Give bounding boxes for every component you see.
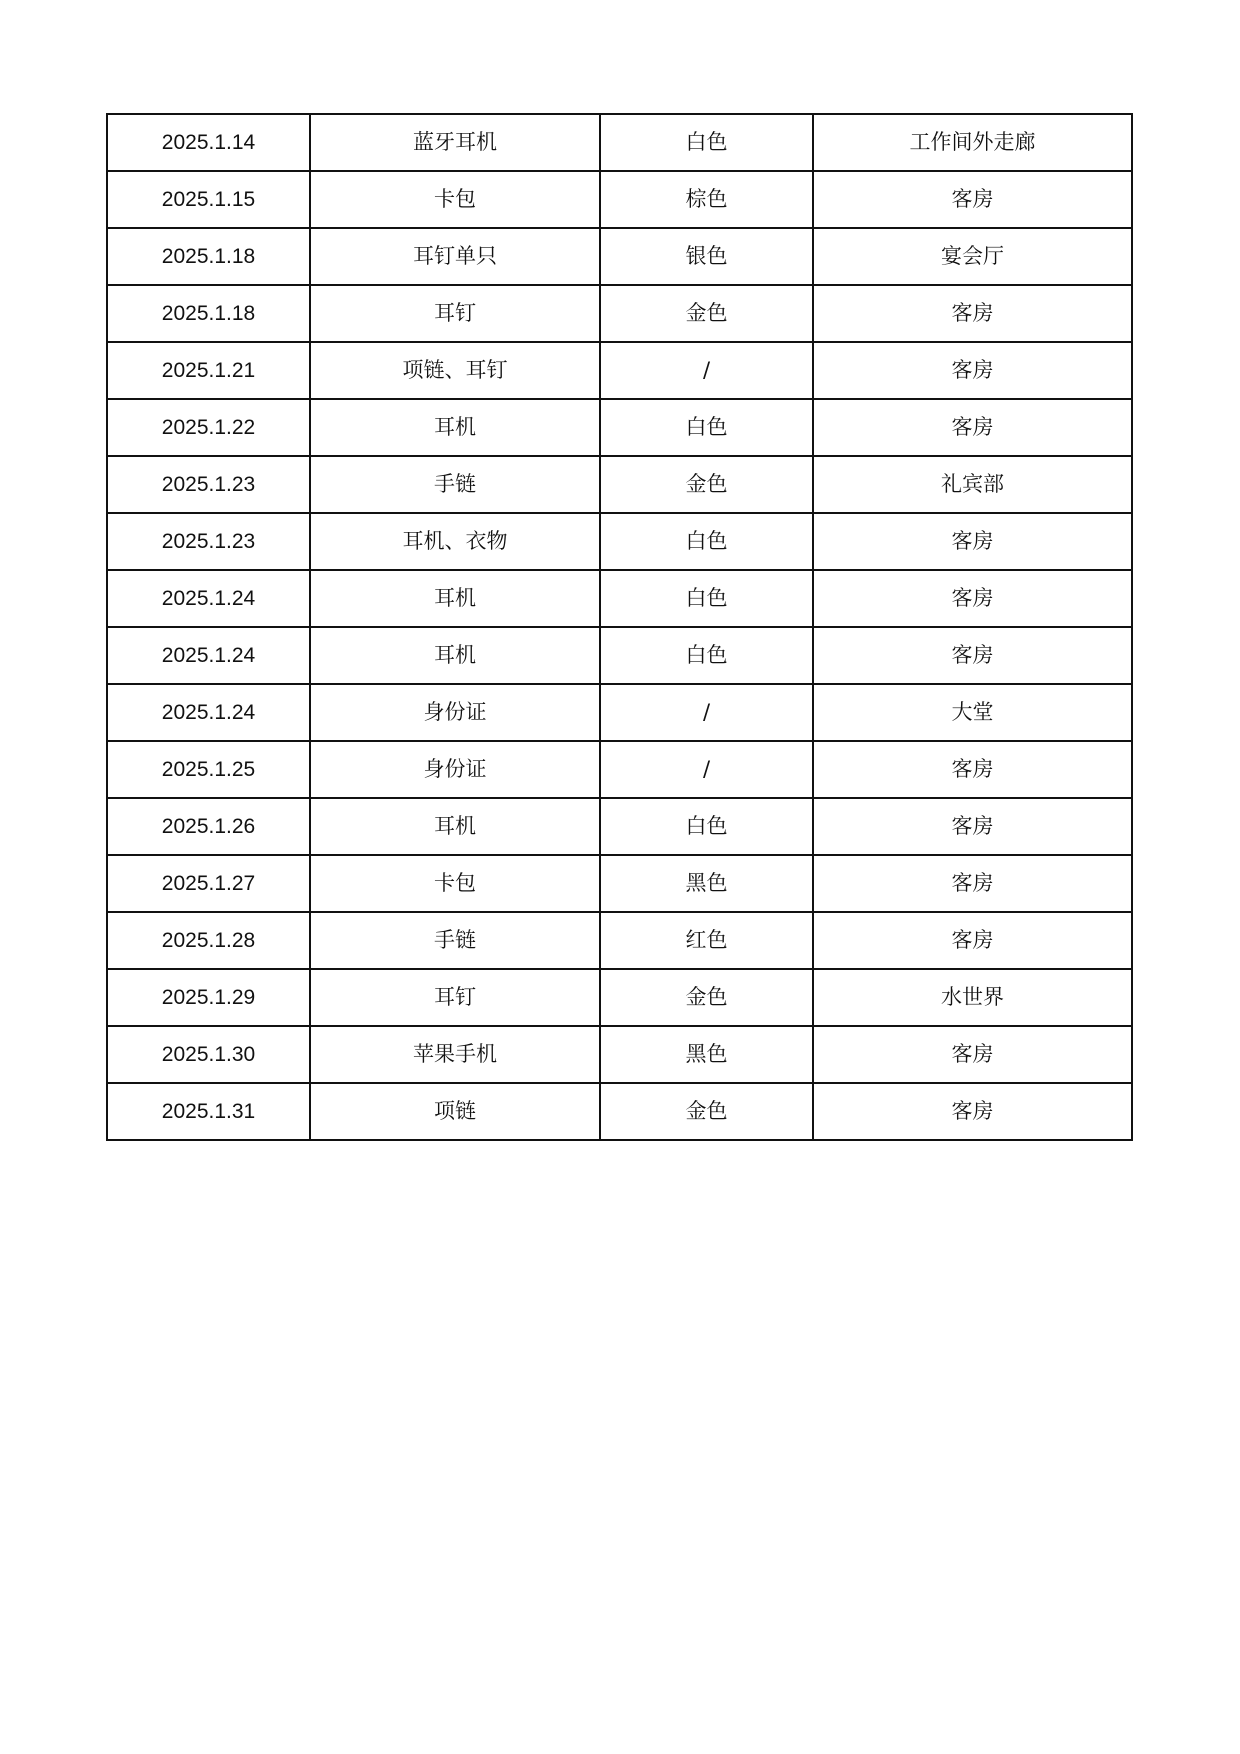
table-row xyxy=(107,1026,1132,1083)
item-cell: 耳机 xyxy=(310,570,600,627)
date-cell: 2025.1.29 xyxy=(107,969,310,1026)
location-cell: 客房 xyxy=(813,342,1132,399)
date-cell: 2025.1.24 xyxy=(107,627,310,684)
location-cell: 礼宾部 xyxy=(813,456,1132,513)
table-row xyxy=(107,399,1132,456)
item-cell: 手链 xyxy=(310,456,600,513)
item-cell: 项链 xyxy=(310,1083,600,1140)
location-cell: 客房 xyxy=(813,1026,1132,1083)
date-cell: 2025.1.18 xyxy=(107,285,310,342)
color-cell: / xyxy=(600,342,813,399)
color-cell: 红色 xyxy=(600,912,813,969)
date-cell: 2025.1.21 xyxy=(107,342,310,399)
color-cell: 银色 xyxy=(600,228,813,285)
table-row xyxy=(107,627,1132,684)
date-cell: 2025.1.24 xyxy=(107,570,310,627)
table-row xyxy=(107,570,1132,627)
date-cell: 2025.1.31 xyxy=(107,1083,310,1140)
location-cell: 水世界 xyxy=(813,969,1132,1026)
date-cell: 2025.1.18 xyxy=(107,228,310,285)
color-cell: 白色 xyxy=(600,798,813,855)
item-cell: 耳钉 xyxy=(310,285,600,342)
location-cell: 客房 xyxy=(813,399,1132,456)
item-cell: 卡包 xyxy=(310,171,600,228)
location-cell: 客房 xyxy=(813,627,1132,684)
date-cell: 2025.1.23 xyxy=(107,456,310,513)
location-cell: 客房 xyxy=(813,912,1132,969)
item-cell: 卡包 xyxy=(310,855,600,912)
color-cell: 白色 xyxy=(600,513,813,570)
table-row xyxy=(107,798,1132,855)
table-body xyxy=(107,114,1132,1140)
location-cell: 客房 xyxy=(813,741,1132,798)
item-cell: 耳机 xyxy=(310,627,600,684)
date-cell: 2025.1.27 xyxy=(107,855,310,912)
color-cell: 金色 xyxy=(600,456,813,513)
color-cell: 白色 xyxy=(600,570,813,627)
date-cell: 2025.1.25 xyxy=(107,741,310,798)
date-cell: 2025.1.15 xyxy=(107,171,310,228)
color-cell: 白色 xyxy=(600,627,813,684)
date-cell: 2025.1.30 xyxy=(107,1026,310,1083)
table-row xyxy=(107,741,1132,798)
table-row xyxy=(107,342,1132,399)
location-cell: 客房 xyxy=(813,798,1132,855)
color-cell: 白色 xyxy=(600,399,813,456)
table-row xyxy=(107,513,1132,570)
location-cell: 客房 xyxy=(813,1083,1132,1140)
table-row xyxy=(107,684,1132,741)
item-cell: 项链、耳钉 xyxy=(310,342,600,399)
date-cell: 2025.1.26 xyxy=(107,798,310,855)
item-cell: 耳机 xyxy=(310,798,600,855)
table-row xyxy=(107,456,1132,513)
table-row xyxy=(107,855,1132,912)
location-cell: 宴会厅 xyxy=(813,228,1132,285)
location-cell: 客房 xyxy=(813,285,1132,342)
table-row xyxy=(107,114,1132,171)
location-cell: 客房 xyxy=(813,855,1132,912)
location-cell: 大堂 xyxy=(813,684,1132,741)
location-cell: 客房 xyxy=(813,171,1132,228)
date-cell: 2025.1.23 xyxy=(107,513,310,570)
color-cell: / xyxy=(600,741,813,798)
table-row xyxy=(107,171,1132,228)
color-cell: 金色 xyxy=(600,285,813,342)
item-cell: 手链 xyxy=(310,912,600,969)
location-cell: 客房 xyxy=(813,570,1132,627)
color-cell: 金色 xyxy=(600,969,813,1026)
table-row xyxy=(107,969,1132,1026)
date-cell: 2025.1.14 xyxy=(107,114,310,171)
item-cell: 耳机 xyxy=(310,399,600,456)
location-cell: 客房 xyxy=(813,513,1132,570)
color-cell: 棕色 xyxy=(600,171,813,228)
item-cell: 耳钉单只 xyxy=(310,228,600,285)
date-cell: 2025.1.24 xyxy=(107,684,310,741)
location-cell: 工作间外走廊 xyxy=(813,114,1132,171)
item-cell: 身份证 xyxy=(310,684,600,741)
table-row xyxy=(107,285,1132,342)
color-cell: 黑色 xyxy=(600,1026,813,1083)
item-cell: 耳机、衣物 xyxy=(310,513,600,570)
color-cell: 白色 xyxy=(600,114,813,171)
color-cell: 金色 xyxy=(600,1083,813,1140)
item-cell: 蓝牙耳机 xyxy=(310,114,600,171)
table-row xyxy=(107,912,1132,969)
item-cell: 身份证 xyxy=(310,741,600,798)
item-cell: 耳钉 xyxy=(310,969,600,1026)
item-cell: 苹果手机 xyxy=(310,1026,600,1083)
table-row xyxy=(107,228,1132,285)
color-cell: / xyxy=(600,684,813,741)
color-cell: 黑色 xyxy=(600,855,813,912)
lost-items-table xyxy=(106,113,1133,1141)
date-cell: 2025.1.28 xyxy=(107,912,310,969)
table-row xyxy=(107,1083,1132,1140)
date-cell: 2025.1.22 xyxy=(107,399,310,456)
